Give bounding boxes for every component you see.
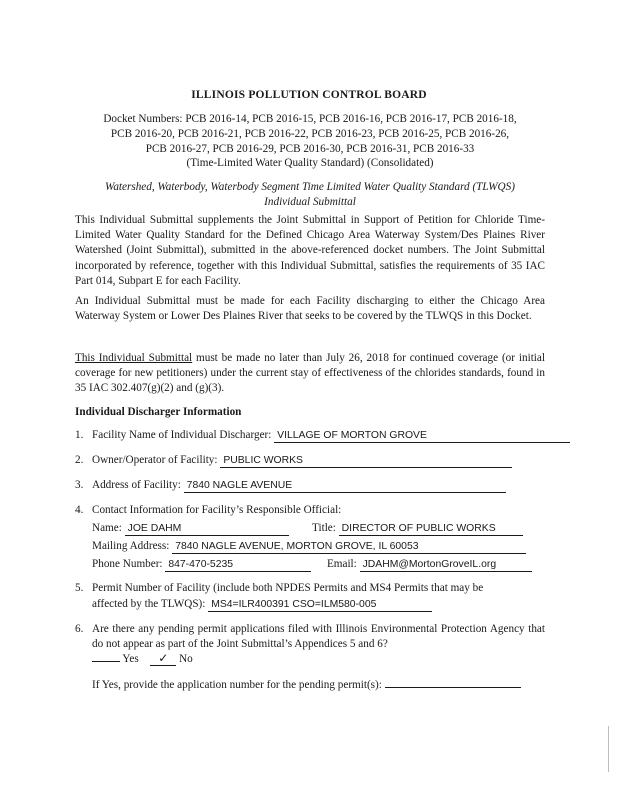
yes-label: Yes — [122, 653, 139, 665]
yes-no-row — [92, 652, 193, 667]
item-number: 4. — [75, 504, 84, 516]
subtitle-line: Watershed, Waterbody, Waterbody Segment Time Limited Water Quality Standard (TLWQS) — [105, 181, 515, 193]
docket-line: Docket Numbers: PCB 2016-14, PCB 2016-15, PCB 2016-16, PCB 2016-17, PCB 2016-18, — [103, 113, 517, 125]
submittal-subtitle — [70, 180, 550, 210]
field-label: Contact Information for Facility’s Responsible Official: — [92, 504, 342, 516]
field-label: Facility Name of Individual Discharger: — [92, 429, 272, 441]
mailing-address-row — [92, 539, 526, 554]
item-number: 5. — [75, 582, 84, 594]
field-label: Owner/Operator of Facility: — [92, 454, 218, 466]
item-permit-numbers — [75, 581, 545, 613]
phone-label: Phone Number: — [92, 558, 163, 570]
deadline-underlined-text: This Individual Submittal — [75, 352, 193, 364]
permit-number-field[interactable]: MS4=ILR400391 CSO=ILM580-005 — [208, 598, 432, 612]
item-number: 3. — [75, 479, 84, 491]
subtitle-line: Individual Submittal — [264, 195, 356, 208]
pending-label: If Yes, provide the application number for the pending permit(s): — [92, 679, 382, 691]
title-label: Title: — [312, 522, 336, 534]
permit-field-row — [92, 597, 432, 612]
phone-email-row — [92, 557, 532, 572]
yes-checkbox[interactable] — [92, 661, 120, 662]
docket-caption: (Time-Limited Water Quality Standard) (Consolidated) — [186, 157, 434, 170]
contact-title-field[interactable]: DIRECTOR OF PUBLIC WORKS — [339, 522, 523, 536]
pending-application-field[interactable] — [385, 687, 521, 688]
docket-line: PCB 2016-20, PCB 2016-21, PCB 2016-22, PCB 2016-23, PCB 2016-25, PCB 2016-26, — [110, 127, 510, 140]
phone-field[interactable]: 847-470-5235 — [165, 558, 311, 572]
pending-question-text: Are there any pending permit applications filed with Illinois Environmental Protection Agency that do not appear as part of the Joint Submittal’s Appendices 5 and 6? — [92, 623, 545, 651]
pending-number-row — [92, 678, 521, 693]
contact-name-row — [92, 521, 523, 536]
email-label: Email: — [326, 558, 357, 570]
field-label: Address of Facility: — [92, 479, 181, 491]
item-number: 2. — [75, 454, 84, 466]
item-number: 6. — [75, 623, 84, 635]
email-field[interactable]: JDAHM@MortonGroveIL.org — [360, 558, 532, 572]
permit-question-text: Permit Number of Facility (include both NPDES Permits and MS4 Permits that may be — [92, 582, 484, 594]
mailing-address-label: Mailing Address: — [92, 540, 170, 552]
item-number: 1. — [75, 429, 84, 441]
item-pending-applications — [75, 622, 545, 692]
facility-address-field[interactable]: 7840 NAGLE AVENUE — [184, 479, 506, 493]
deadline-text: must be made no later than July 26, 2018 for continued coverage (or initial coverage for new petitioners) under the current stay of effectiveness of the chlorides standards, found in 35 IAC 302.407(g)(2) and (g)(3). — [75, 352, 545, 395]
docket-block — [80, 112, 540, 171]
field-label: affected by the TLWQS): — [92, 598, 206, 610]
deadline-paragraph — [75, 351, 545, 397]
no-label: No — [179, 653, 193, 665]
mailing-address-field[interactable]: 7840 NAGLE AVENUE, MORTON GROVE, IL 60053 — [172, 540, 526, 554]
item-contact-info — [75, 503, 545, 570]
section-heading: Individual Discharger Information — [75, 406, 242, 418]
contact-name-field[interactable]: JOE DAHM — [125, 522, 289, 536]
owner-operator-field[interactable]: PUBLIC WORKS — [220, 454, 512, 468]
no-checkbox[interactable]: ✓ — [150, 652, 176, 666]
name-label: Name: — [92, 522, 122, 534]
intro-paragraph: This Individual Submittal supplements the Joint Submittal in Support of Petition for Chloride Time-Limited Water Quality Standard for the Defined Chicago Area Waterway System/Des Plaines River Watershed (Joint Submittal), submitted in the above-referenced docket numbers. The Joint Submittal incorporated by reference, together with this Individual Submittal, satisfies the requirements of 35 IAC Part 014, Subpart E for each Facility. — [75, 214, 545, 287]
board-title: ILLINOIS POLLUTION CONTROL BOARD — [191, 89, 427, 101]
facility-name-field[interactable]: VILLAGE OF MORTON GROVE — [274, 429, 570, 443]
requirement-paragraph: An Individual Submittal must be made for each Facility discharging to either the Chicago Area Waterway System or Lower Des Plaines River that seeks to be covered by the TLWQS in this Docket. — [75, 295, 545, 323]
scan-artifact-line — [608, 726, 609, 772]
docket-line: PCB 2016-27, PCB 2016-29, PCB 2016-30, PCB 2016-31, PCB 2016-33 — [145, 142, 475, 155]
